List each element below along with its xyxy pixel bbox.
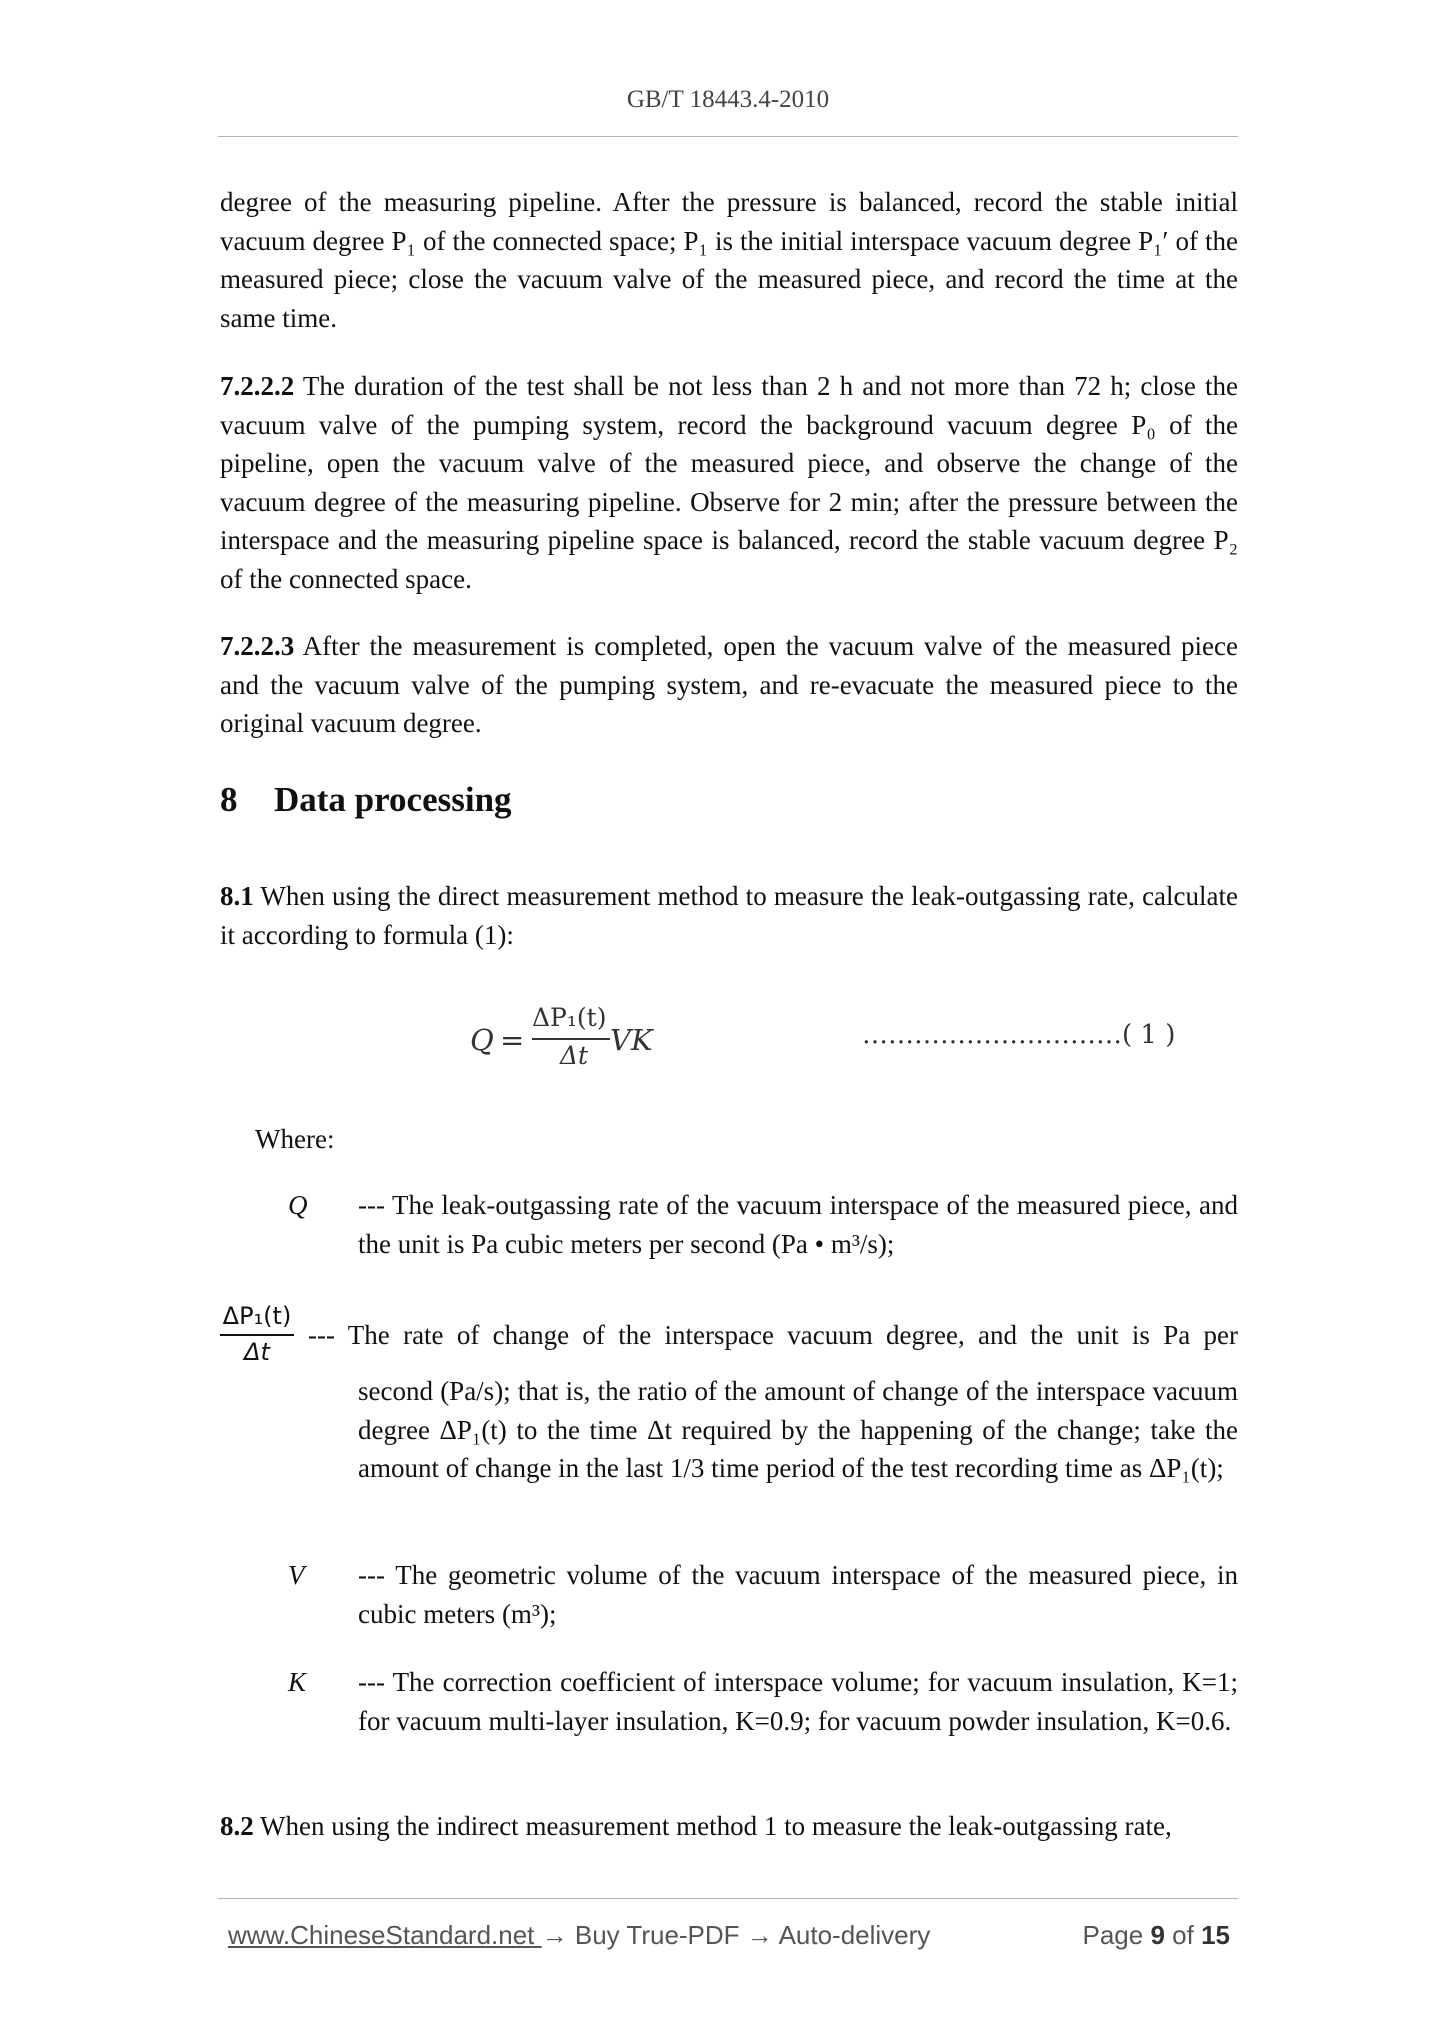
site-link[interactable]: www.ChineseStandard.net bbox=[228, 1920, 542, 1950]
definition-k bbox=[288, 1663, 1238, 1740]
clause-number: 7.2.2.2 bbox=[220, 371, 295, 401]
paragraph-continuation: degree of the measuring pipeline. After the pressure is balanced, record the stable initial vacuum degree P₁ of the connected space; P₁ is the initial interspace vacuum degree P₁′ of the measured piece; close the vacuum valve of the measured piece, and record the time at the same time. bbox=[220, 187, 1238, 333]
symbol-k: K bbox=[288, 1667, 307, 1697]
clause-number: 8.1 bbox=[220, 881, 254, 911]
page-number: 9 bbox=[1150, 1920, 1165, 1950]
definition-text: --- The leak-outgassing rate of the vacuum interspace of the measured piece, and the unit is Pa cubic meters per second (Pa • m³/s); bbox=[358, 1190, 1238, 1259]
definition-rate-continuation: second (Pa/s); that is, the ratio of the amount of change of the interspace vacuum degree ΔP₁(t) to the time Δt required by the happening of the change; take the amount of change in the last 1/3 time period of the test recording time as ΔP₁(t); bbox=[358, 1376, 1238, 1483]
section-title: Data processing bbox=[274, 780, 512, 819]
clause-text: The duration of the test shall be not less than 2 h and not more than 72 h; close the vacuum valve of the pumping system, record the background vacuum degree P₀ of the pipeline, open the vacuum valve of the measured piece, and observe the change of the vacuum degree of the measuring pipeline. Observe for 2 min; after the pressure between the interspace and the measuring pipeline space is balanced, record the stable vacuum degree P₂ of the connected space. bbox=[220, 371, 1238, 594]
symbol-q: Q bbox=[288, 1190, 308, 1220]
formula-lhs: Q bbox=[470, 1023, 494, 1057]
fraction-bar bbox=[532, 1038, 610, 1040]
where-label: Where: bbox=[255, 1124, 335, 1154]
footer-divider bbox=[218, 1898, 1238, 1899]
fraction-denominator: Δt bbox=[244, 1337, 270, 1366]
page-indicator: Page 9 of 15 bbox=[1082, 1920, 1230, 1950]
clause-text: After the measurement is completed, open the vacuum valve of the measured piece and the vacuum valve of the pumping system, and re-evacuate the measured piece to the original vacuum degree. bbox=[220, 631, 1238, 738]
definition-text: --- The correction coefficient of interspace volume; for vacuum insulation, K=1; for vacuum multi-layer insulation, K=0.9; for vacuum powder insulation, K=0.6. bbox=[358, 1667, 1238, 1736]
page-footer bbox=[228, 1920, 1238, 1951]
page-total: 15 bbox=[1201, 1920, 1230, 1950]
clause-7-2-2-3 bbox=[220, 627, 1238, 743]
formula-equals: = bbox=[500, 1023, 525, 1057]
section-heading bbox=[220, 780, 512, 820]
clause-number: 8.2 bbox=[220, 1811, 254, 1841]
definition-v bbox=[288, 1556, 1238, 1633]
definition-q bbox=[288, 1186, 1238, 1263]
clause-7-2-2-2 bbox=[220, 367, 1238, 598]
definition-text: --- The geometric volume of the vacuum interspace of the measured piece, in cubic meters (m³); bbox=[358, 1560, 1238, 1629]
formula-tail: VK bbox=[610, 1023, 653, 1057]
header-divider bbox=[218, 136, 1238, 137]
clause-8-2 bbox=[220, 1807, 1238, 1846]
rate-fraction bbox=[216, 1302, 298, 1366]
clause-text: When using the indirect measurement method 1 to measure the leak-outgassing rate, bbox=[253, 1811, 1172, 1841]
formula-number: …………………………( 1 ) bbox=[862, 1020, 1176, 1050]
clause-text: When using the direct measurement method to measure the leak-outgassing rate, calculate it according to formula (1): bbox=[220, 881, 1238, 950]
fraction-numerator: ΔP₁(t) bbox=[222, 1302, 292, 1330]
formula-numerator: ΔP₁(t) bbox=[532, 1003, 607, 1032]
definition-rate-first-line: --- The rate of change of the interspace vacuum degree, and the unit is Pa per bbox=[308, 1320, 1238, 1350]
symbol-v: V bbox=[288, 1560, 305, 1590]
clause-8-1 bbox=[220, 877, 1238, 954]
formula-denominator: Δt bbox=[560, 1041, 589, 1070]
page-header: GB/T 18443.4-2010 bbox=[626, 86, 830, 113]
clause-number: 7.2.2.3 bbox=[220, 631, 295, 661]
footer-tagline: → Buy True-PDF → Auto-delivery bbox=[541, 1920, 931, 1950]
section-number: 8 bbox=[220, 780, 238, 819]
